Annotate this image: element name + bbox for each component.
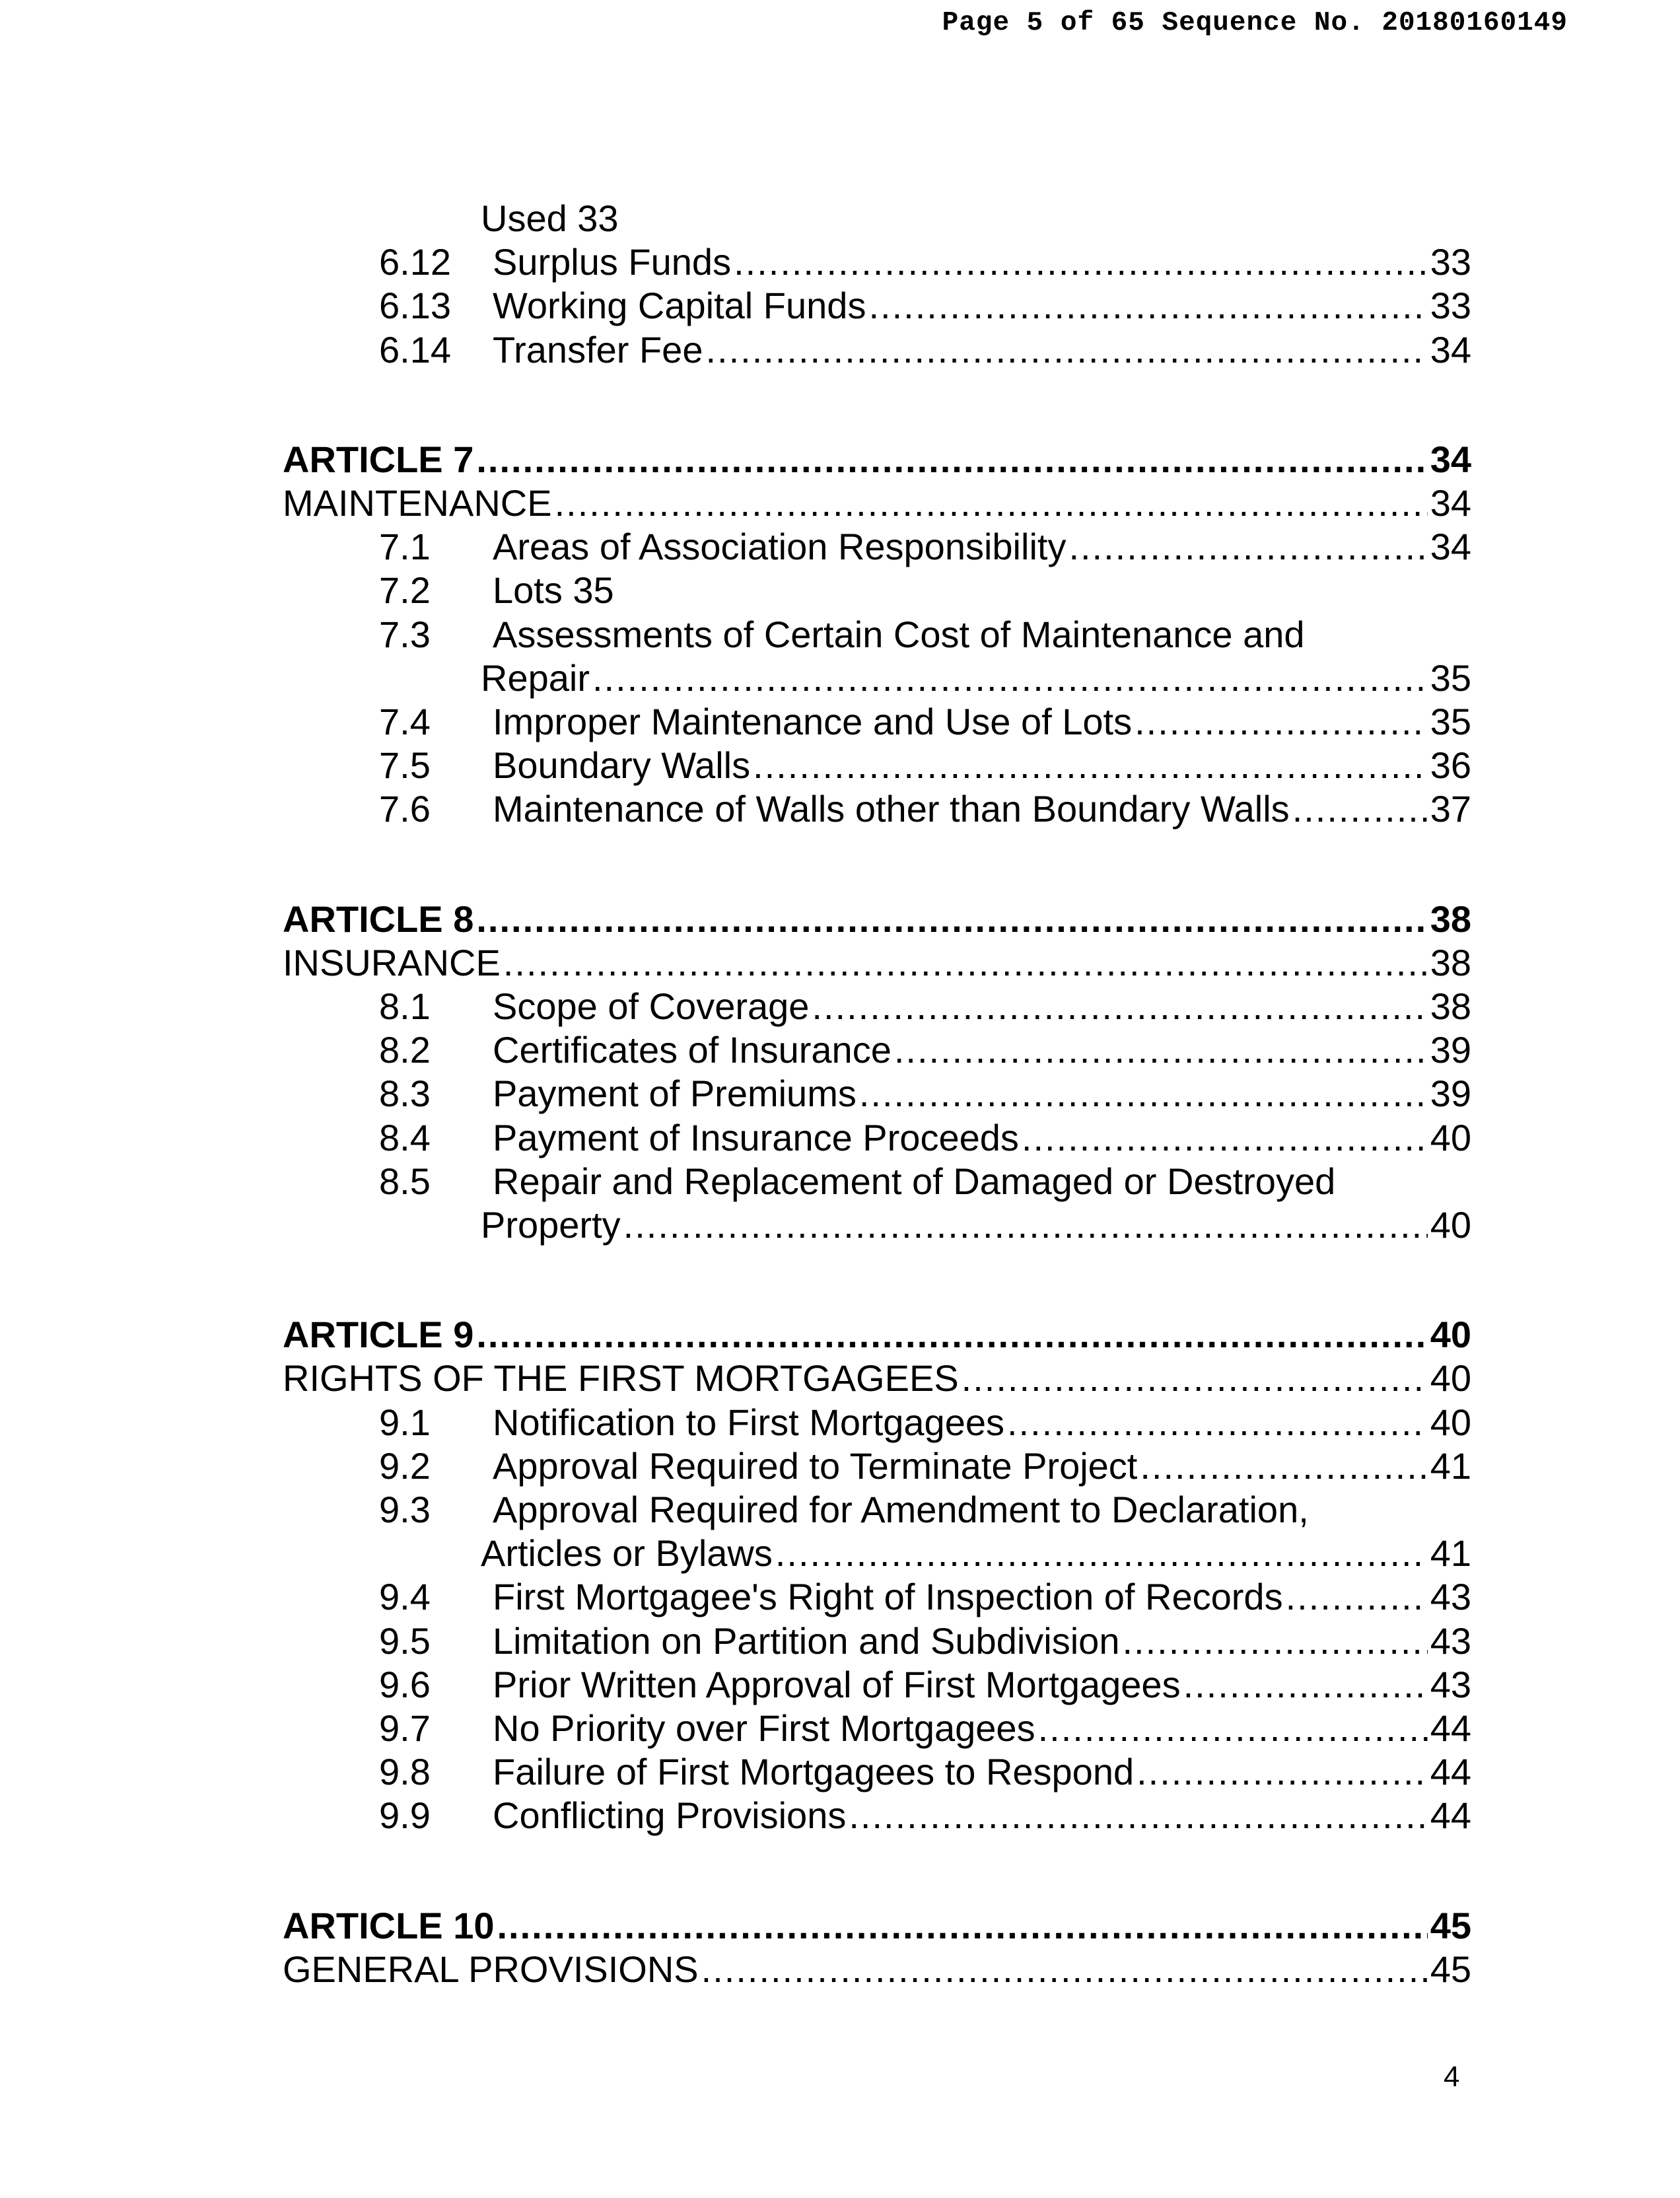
toc-entry [283,1794,1471,1837]
toc-entry [283,744,1471,787]
dot-leader [859,1072,1428,1116]
page-ref: 44 [1430,1794,1471,1837]
toc-continuation [283,1203,1471,1247]
dot-leader [1135,700,1428,744]
dot-leader [476,898,1427,941]
section-number: 7.3 [379,613,431,655]
dot-leader [1068,525,1427,569]
toc-entry [283,1072,1471,1116]
section-title: INSURANCE [283,941,501,983]
section-number: 9.7 [379,1707,431,1749]
section-number: 7.1 [379,526,431,568]
page-ref: 39 [1430,1073,1471,1115]
dot-leader [775,1532,1428,1575]
section-title: Assessments of Certain Cost of Maintenance and [493,613,1305,655]
page-ref: 40 [1430,1116,1471,1158]
section-title: Approval Required for Amendment to Declaration, [493,1489,1309,1530]
toc-entry [283,1619,1471,1663]
page-ref: 44 [1430,1751,1471,1793]
toc-entry [283,700,1471,744]
toc-entry [283,1116,1471,1160]
dot-leader [849,1794,1427,1837]
page-ref: 38 [1430,898,1471,940]
section-title: Failure of First Mortgagees to Respond [493,1751,1135,1793]
section-title: RIGHTS OF THE FIRST MORTGAGEES [283,1357,959,1400]
dot-leader [1137,1750,1428,1794]
page-ref: 37 [1430,788,1471,830]
dot-leader [1022,1116,1428,1160]
toc-entry [283,525,1471,569]
section-title: Working Capital Funds [493,285,866,327]
page-ref: 45 [1430,1904,1471,1946]
dot-leader [1122,1619,1427,1663]
page-ref: 34 [1430,328,1471,371]
toc-continuation [283,1532,1471,1575]
section-title: Property [481,1204,621,1246]
section-title: ARTICLE 9 [283,1314,474,1356]
toc-heading [283,481,1471,525]
section-number: 9.3 [379,1489,431,1530]
page-ref: 34 [1430,482,1471,524]
toc-heading [283,1948,1471,1991]
page-ref: 35 [1430,656,1471,699]
page-ref: 45 [1430,1948,1471,1990]
dot-leader [894,1028,1428,1072]
section-title: Notification to First Mortgagees [493,1401,1004,1443]
section-number: 7.5 [379,744,431,787]
page-ref: 38 [1430,985,1471,1027]
section-title: Payment of Insurance Proceeds [493,1116,1019,1158]
page-ref: 43 [1430,1576,1471,1618]
section-number: 7.2 [379,569,431,612]
section-title: Transfer Fee [493,328,703,371]
toc-entry [283,1488,1471,1532]
page-ref: 36 [1430,744,1471,787]
toc-article [283,1904,1471,1948]
section-title: Scope of Coverage [493,985,810,1027]
section-title: No Priority over First Mortgagees [493,1707,1035,1749]
section-title: ARTICLE 8 [283,898,474,940]
section-title: Boundary Walls [493,744,751,787]
section-number: 8.5 [379,1160,431,1202]
section-title: Areas of Association Responsibility [493,526,1067,568]
toc-entry [283,1401,1471,1444]
dot-leader [1007,1401,1428,1444]
section-title: Used 33 [481,197,619,239]
dot-leader [497,1904,1428,1948]
page-ref: 41 [1430,1532,1471,1575]
section-number: 9.1 [379,1401,431,1443]
section-title: ARTICLE 10 [283,1904,495,1946]
dot-leader [1038,1707,1428,1750]
section-title: Maintenance of Walls other than Boundary Walls [493,788,1290,830]
toc-article [283,438,1471,481]
section-title: Improper Maintenance and Use of Lots [493,701,1133,742]
toc-entry [283,1707,1471,1750]
toc-entry [283,1160,1471,1203]
page-ref: 40 [1430,1401,1471,1443]
dot-leader [868,284,1427,328]
section-number: 9.6 [379,1663,431,1705]
page-ref: 40 [1430,1314,1471,1356]
page-ref: 39 [1430,1029,1471,1071]
section-title: Repair [481,656,590,699]
section-title: Limitation on Partition and Subdivision [493,1619,1120,1662]
section-number: 7.4 [379,701,431,742]
section-title: ARTICLE 7 [283,438,474,480]
page-ref: 40 [1430,1357,1471,1400]
section-number: 6.13 [379,285,451,327]
section-number: 9.9 [379,1794,431,1837]
section-number: 9.8 [379,1751,431,1793]
section-title: Certificates of Insurance [493,1029,892,1071]
dot-leader [1292,787,1428,831]
dot-leader [1140,1444,1427,1488]
toc-entry [283,240,1471,284]
section-title: Approval Required to Terminate Project [493,1444,1138,1487]
dot-leader [705,328,1427,372]
section-number: 9.5 [379,1619,431,1662]
page-ref: 34 [1430,438,1471,480]
section-title: Repair and Replacement of Damaged or Destroyed [493,1160,1336,1202]
toc-entry [283,985,1471,1028]
page-ref: 33 [1430,285,1471,327]
dot-leader [701,1948,1428,1991]
section-number: 9.2 [379,1444,431,1487]
section-title: Conflicting Provisions [493,1794,847,1837]
toc-entry [283,1028,1471,1072]
page-ref: 35 [1430,701,1471,742]
section-number: 6.14 [379,328,451,371]
section-title: Surplus Funds [493,241,732,283]
dot-leader [753,744,1428,787]
page-ref: 43 [1430,1663,1471,1705]
section-number: 8.2 [379,1029,431,1071]
toc-entry [283,613,1471,656]
section-title: Articles or Bylaws [481,1532,773,1575]
section-title: Prior Written Approval of First Mortgagees [493,1663,1181,1705]
dot-leader [476,438,1427,481]
toc-entry [283,328,1471,372]
dot-leader [962,1357,1428,1400]
toc-entry [283,284,1471,328]
section-title: Payment of Premiums [493,1073,857,1115]
toc-article [283,1313,1471,1357]
dot-leader [503,941,1428,985]
page-ref: 33 [1430,241,1471,283]
page-ref: 43 [1430,1619,1471,1662]
page-ref: 40 [1430,1204,1471,1246]
dot-leader [555,481,1428,525]
page-ref: 44 [1430,1707,1471,1749]
section-number: 8.4 [379,1116,431,1158]
section-title: GENERAL PROVISIONS [283,1948,699,1990]
section-title: Lots 35 [493,569,614,612]
section-number: 6.12 [379,241,451,283]
document-header: Page 5 of 65 Sequence No. 20180160149 [942,8,1568,38]
section-number: 9.4 [379,1576,431,1618]
dot-leader [623,1203,1428,1247]
toc-article [283,898,1471,941]
page-ref: 38 [1430,941,1471,983]
page-ref: 41 [1430,1444,1471,1487]
toc-entry [283,1750,1471,1794]
page-ref: 34 [1430,526,1471,568]
toc-entry [283,1663,1471,1707]
toc-continuation [283,197,1471,240]
dot-leader [592,656,1428,700]
section-title: MAINTENANCE [283,482,552,524]
dot-leader [1286,1575,1428,1619]
toc-continuation [283,656,1471,700]
section-title: First Mortgagee's Right of Inspection of Records [493,1576,1283,1618]
dot-leader [734,240,1428,284]
section-number: 8.1 [379,985,431,1027]
toc-entry [283,1575,1471,1619]
dot-leader [812,985,1427,1028]
toc-entry [283,787,1471,831]
toc-entry [283,569,1471,612]
toc-entry [283,1444,1471,1488]
section-number: 8.3 [379,1073,431,1115]
toc-heading [283,941,1471,985]
dot-leader [1183,1663,1428,1707]
dot-leader [476,1313,1427,1357]
section-number: 7.6 [379,788,431,830]
page-number: 4 [1444,2061,1460,2093]
toc-heading [283,1357,1471,1400]
